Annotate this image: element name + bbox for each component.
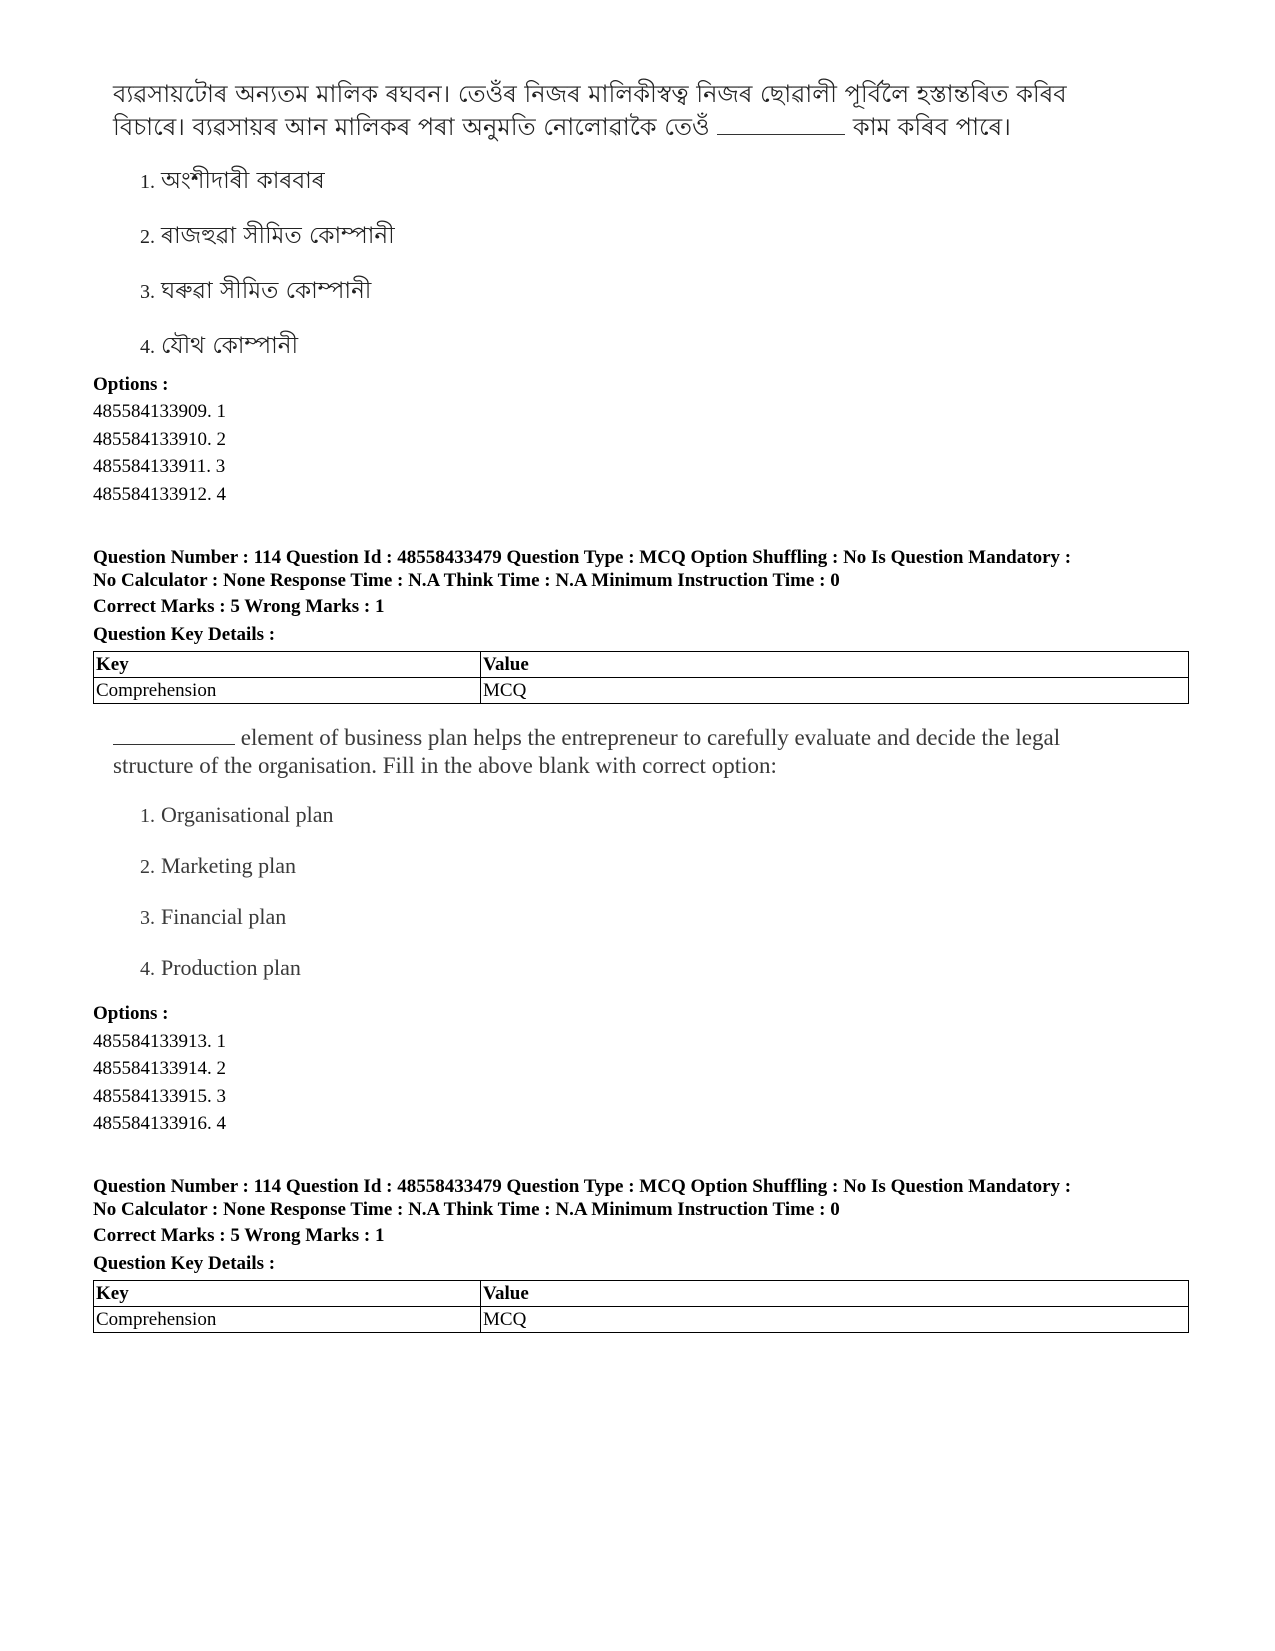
choice-3: [140, 904, 286, 930]
choice-text: অংশীদাৰী কাৰবাৰ: [161, 168, 325, 194]
table-row: [94, 1307, 1189, 1333]
table-cell-value: MCQ: [481, 1307, 1189, 1333]
table-row: [94, 678, 1189, 704]
option-id-2: 485584133910. 2: [93, 429, 226, 450]
stem-line-1: ব্যৱসায়টোৰ অন্যতম মালিক ৰঘবন। তেওঁৰ নিজৰ মালিকীস্বত্ব নিজৰ ছোৱালী পূৰ্বিলৈ হস্তান্তৰিত কৰিব: [113, 80, 1067, 108]
option-id-3: 485584133911. 3: [93, 456, 226, 477]
choice-text: Organisational plan: [161, 802, 334, 827]
choice-text: Marketing plan: [161, 853, 297, 878]
choice-text: Production plan: [161, 955, 301, 980]
table-cell-value: MCQ: [481, 678, 1189, 704]
option-id-1: 485584133913. 1: [93, 1031, 226, 1052]
choice-1: [140, 802, 334, 828]
question-stem-assamese: [113, 78, 1113, 144]
question-stem-english: [113, 724, 1113, 780]
meta-line-1: Question Number : 114 Question Id : 48558433479 Question Type : MCQ Option Shuffling : No Is Question Mandatory :: [93, 547, 1072, 568]
option-id-4: 485584133916. 4: [93, 1113, 226, 1134]
choice-text: Financial plan: [161, 904, 287, 929]
fill-blank: [113, 724, 235, 745]
table-header-key: Key: [94, 1281, 481, 1307]
choice-number: 3.: [140, 281, 155, 303]
key-details-label: Question Key Details :: [93, 1253, 276, 1274]
options-label: Options :: [93, 374, 169, 395]
choice-text: ঘৰুৱা সীমিত কোম্পানী: [161, 278, 372, 304]
stem-line-2: [113, 111, 1113, 144]
meta-line-2: No Calculator : None Response Time : N.A Think Time : N.A Minimum Instruction Time : 0: [93, 570, 840, 591]
fill-blank: [717, 114, 845, 135]
option-id-2: 485584133914. 2: [93, 1058, 226, 1079]
choice-1: [140, 162, 325, 201]
choice-text: ৰাজহুৱা সীমিত কোম্পানী: [161, 223, 395, 249]
table-header-value: Value: [481, 652, 1189, 678]
question-meta: [93, 1175, 1193, 1221]
stem-line-2-start: বিচাৰে। ব্যৱসায়ৰ আন মালিকৰ পৰা অনুমতি নোলোৱাকৈ তেওঁ: [113, 113, 710, 141]
choice-2: [140, 217, 395, 256]
key-value-table: [93, 1280, 1189, 1333]
choice-number: 3.: [140, 907, 155, 929]
choice-number: 1.: [140, 805, 155, 827]
choice-number: 4.: [140, 336, 155, 358]
stem-line-2-end: কাম কৰিব পাৰে।: [852, 113, 1011, 141]
key-details-label: Question Key Details :: [93, 624, 276, 645]
stem-line-2: structure of the organisation. Fill in the above blank with correct option:: [113, 753, 777, 778]
table-header-row: [94, 1281, 1189, 1307]
question-meta: [93, 546, 1193, 592]
table-cell-key: Comprehension: [94, 678, 481, 704]
key-value-table: [93, 651, 1189, 704]
option-id-1: 485584133909. 1: [93, 401, 226, 422]
choice-number: 1.: [140, 171, 155, 193]
choice-number: 2.: [140, 226, 155, 248]
stem-line-1: [113, 724, 1113, 752]
choice-text: যৌথ কোম্পানী: [161, 333, 299, 359]
options-label: Options :: [93, 1003, 169, 1024]
choice-3: [140, 272, 371, 311]
marks-line: Correct Marks : 5 Wrong Marks : 1: [93, 1225, 385, 1246]
table-header-key: Key: [94, 652, 481, 678]
choice-4: [140, 327, 298, 366]
option-id-3: 485584133915. 3: [93, 1086, 226, 1107]
stem-line-1-text: element of business plan helps the entrepreneur to carefully evaluate and decide the legal: [240, 725, 1061, 750]
meta-line-1: Question Number : 114 Question Id : 48558433479 Question Type : MCQ Option Shuffling : No Is Question Mandatory :: [93, 1176, 1072, 1197]
option-id-4: 485584133912. 4: [93, 484, 226, 505]
table-header-row: [94, 652, 1189, 678]
choice-4: [140, 955, 301, 981]
marks-line: Correct Marks : 5 Wrong Marks : 1: [93, 596, 385, 617]
table-header-value: Value: [481, 1281, 1189, 1307]
choice-number: 2.: [140, 856, 155, 878]
table-cell-key: Comprehension: [94, 1307, 481, 1333]
choice-number: 4.: [140, 958, 155, 980]
meta-line-2: No Calculator : None Response Time : N.A Think Time : N.A Minimum Instruction Time : 0: [93, 1199, 840, 1220]
choice-2: [140, 853, 296, 879]
